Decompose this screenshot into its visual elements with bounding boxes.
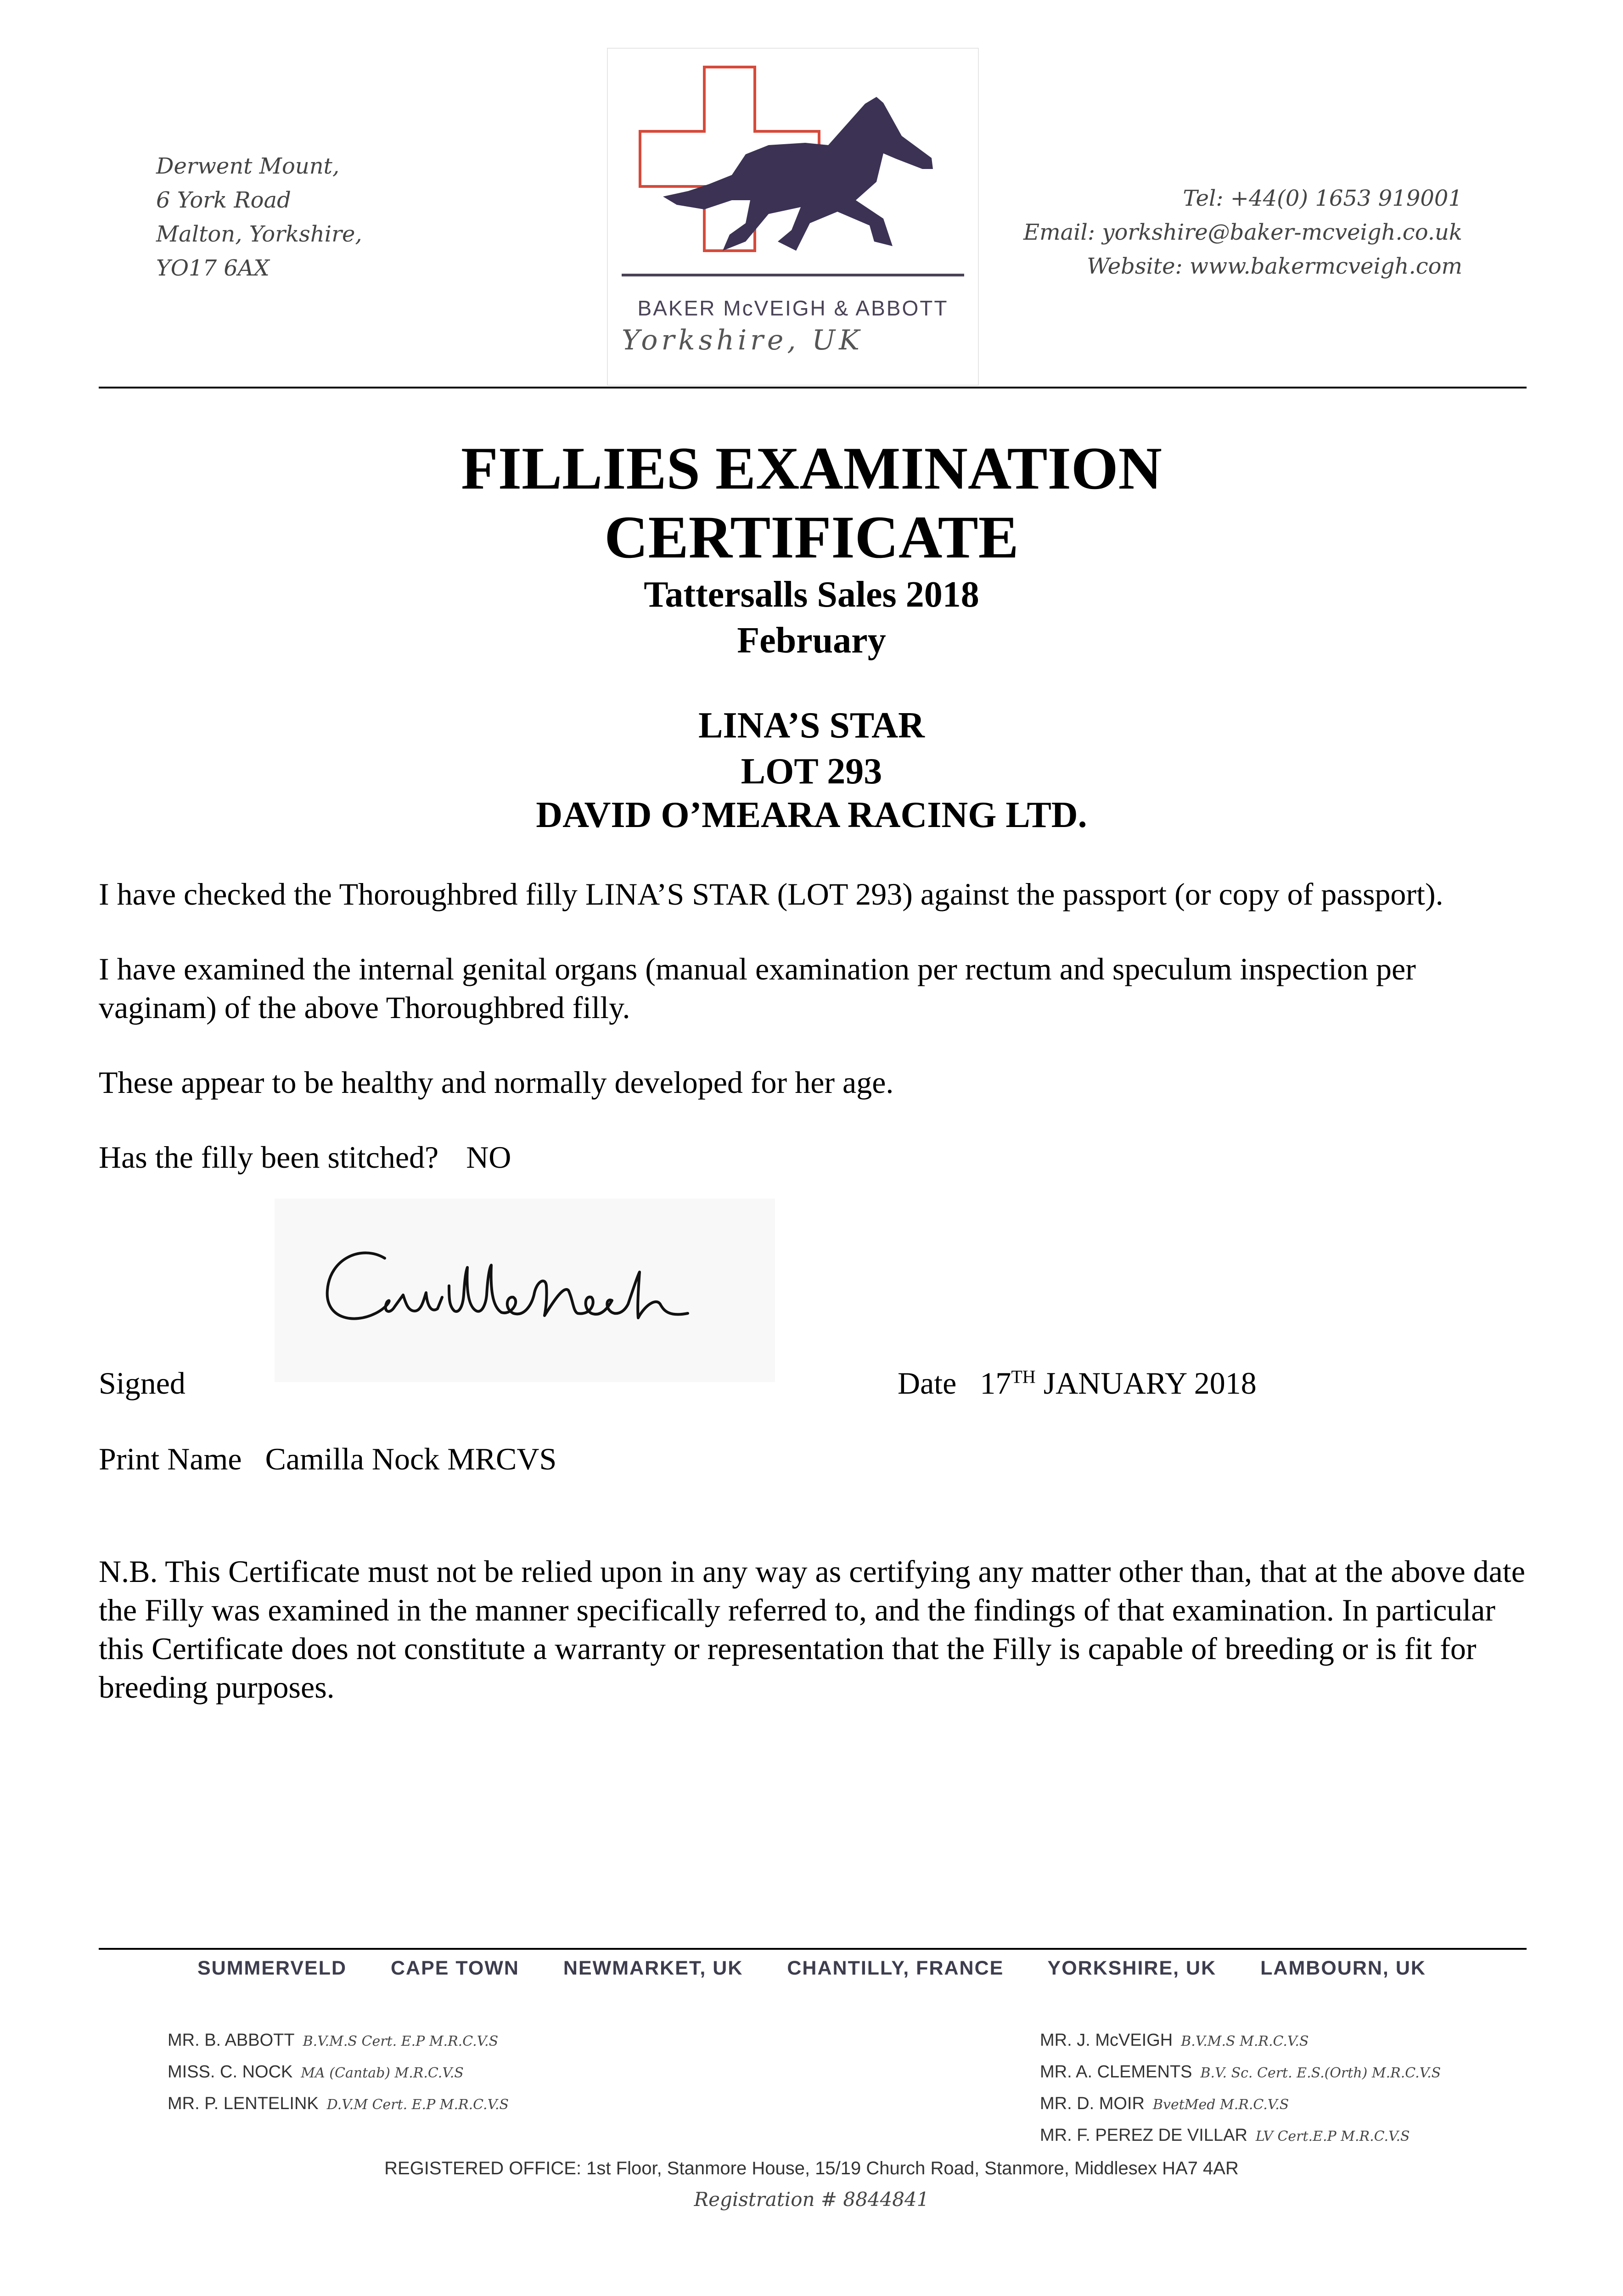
staff-entry xyxy=(1040,2120,1441,2152)
certificate-title-line2: CERTIFICATE xyxy=(604,503,1019,571)
staff-list-left xyxy=(168,2025,509,2120)
staff-qualifications: B.V. Sc. Cert. E.S.(Orth) M.R.C.V.S xyxy=(1200,2065,1441,2081)
contact-details xyxy=(1023,181,1462,283)
staff-entry xyxy=(1040,2088,1441,2120)
print-name-label: Print Name xyxy=(99,1441,242,1476)
registered-office: REGISTERED OFFICE: 1st Floor, Stanmore House, 15/19 Church Road, Stanmore, Middlesex HA7 4AR xyxy=(384,2158,1239,2178)
location-item: NEWMARKET, UK xyxy=(563,1957,743,1979)
certificate-title: FILLIES EXAMINATION xyxy=(461,434,1162,502)
address-line: Derwent Mount, xyxy=(156,153,340,179)
disclaimer-note: N.B. This Certificate must not be relied upon in any way as certifying any matter other than, that at the above date the Filly was examined in the manner specifically referred to, and the findings of that examination. In particular this Certificate does not constitute a warranty or representation that the Filly is capable of breeding or is fit for breeding purposes. xyxy=(99,1554,1525,1705)
staff-name: MR. P. LENTELINK xyxy=(168,2094,319,2113)
staff-qualifications: LV Cert.E.P M.R.C.V.S xyxy=(1255,2128,1410,2144)
staff-entry xyxy=(1040,2025,1441,2057)
staff-name: MR. B. ABBOTT xyxy=(168,2031,295,2050)
staff-name: MISS. C. NOCK xyxy=(168,2062,293,2082)
date-label: Date xyxy=(898,1366,957,1401)
date-suffix: TH xyxy=(1011,1366,1036,1387)
vendor-name: DAVID O’MEARA RACING LTD. xyxy=(536,795,1087,835)
location-item: LAMBOURN, UK xyxy=(1260,1957,1426,1979)
office-address xyxy=(156,149,362,285)
phone: Tel: +44(0) 1653 919001 xyxy=(1183,186,1462,211)
registration-number: Registration # 8844841 xyxy=(694,2188,929,2211)
stitched-question-label: Has the filly been stitched? xyxy=(99,1140,439,1175)
health-statement: These appear to be healthy and normally developed for her age. xyxy=(99,1065,894,1100)
print-name-line xyxy=(99,1440,556,1478)
print-name-value: Camilla Nock MRCVS xyxy=(265,1441,557,1476)
staff-qualifications: B.V.M.S M.R.C.V.S xyxy=(1181,2033,1309,2049)
company-logo xyxy=(607,48,979,386)
logo-company-name: BAKER McVEIGH & ABBOTT xyxy=(637,296,949,320)
sale-month: February xyxy=(737,620,886,661)
date-month-year: JANUARY 2018 xyxy=(1043,1366,1257,1401)
location-item: CAPE TOWN xyxy=(390,1957,519,1979)
date-line xyxy=(898,1364,1257,1402)
horse-name: LINA’S STAR xyxy=(698,705,925,746)
staff-name: MR. D. MOIR xyxy=(1040,2094,1145,2113)
location-item: SUMMERVELD xyxy=(197,1957,347,1979)
footer-divider xyxy=(99,1948,1527,1950)
examination-statement: I have examined the internal genital organs (manual examination per rectum and speculum inspection per vaginam) of the above Thoroughbred filly. xyxy=(99,951,1416,1025)
date-day: 17 xyxy=(980,1366,1011,1401)
logo-divider xyxy=(622,274,964,276)
stitched-answer: NO xyxy=(466,1140,511,1175)
staff-name: MR. F. PEREZ DE VILLAR xyxy=(1040,2126,1247,2145)
signature-image xyxy=(275,1199,775,1382)
website: Website: www.bakermcveigh.com xyxy=(1087,253,1462,279)
staff-qualifications: D.V.M Cert. E.P M.R.C.V.S xyxy=(326,2097,509,2113)
handwritten-signature xyxy=(275,1199,775,1382)
staff-qualifications: B.V.M.S Cert. E.P M.R.C.V.S xyxy=(303,2033,499,2049)
location-item: YORKSHIRE, UK xyxy=(1047,1957,1217,1979)
sale-name: Tattersalls Sales 2018 xyxy=(644,574,979,615)
email: Email: yorkshire@baker-mcveigh.co.uk xyxy=(1023,219,1462,245)
header-divider xyxy=(99,387,1527,388)
staff-name: MR. A. CLEMENTS xyxy=(1040,2062,1192,2082)
staff-entry xyxy=(168,2057,509,2088)
passport-check-statement: I have checked the Thoroughbred filly LINA’S STAR (LOT 293) against the passport (or copy of passport). xyxy=(99,877,1443,912)
address-line: Malton, Yorkshire, xyxy=(156,221,362,247)
signed-label: Signed xyxy=(99,1366,185,1401)
office-locations xyxy=(197,1957,1464,1980)
address-line: YO17 6AX xyxy=(156,255,270,281)
staff-entry xyxy=(168,2025,509,2057)
lot-number: LOT 293 xyxy=(741,751,882,792)
staff-name: MR. J. McVEIGH xyxy=(1040,2031,1173,2050)
address-line: 6 York Road xyxy=(156,187,291,213)
staff-entry xyxy=(168,2088,509,2120)
stitched-question xyxy=(99,1138,1531,1176)
staff-qualifications: BvetMed M.R.C.V.S xyxy=(1152,2097,1289,2113)
staff-list-right xyxy=(1040,2025,1441,2152)
logo-location: Yorkshire, UK xyxy=(622,324,863,356)
location-item: CHANTILLY, FRANCE xyxy=(787,1957,1004,1979)
staff-qualifications: MA (Cantab) M.R.C.V.S xyxy=(301,2065,464,2081)
staff-entry xyxy=(1040,2057,1441,2088)
